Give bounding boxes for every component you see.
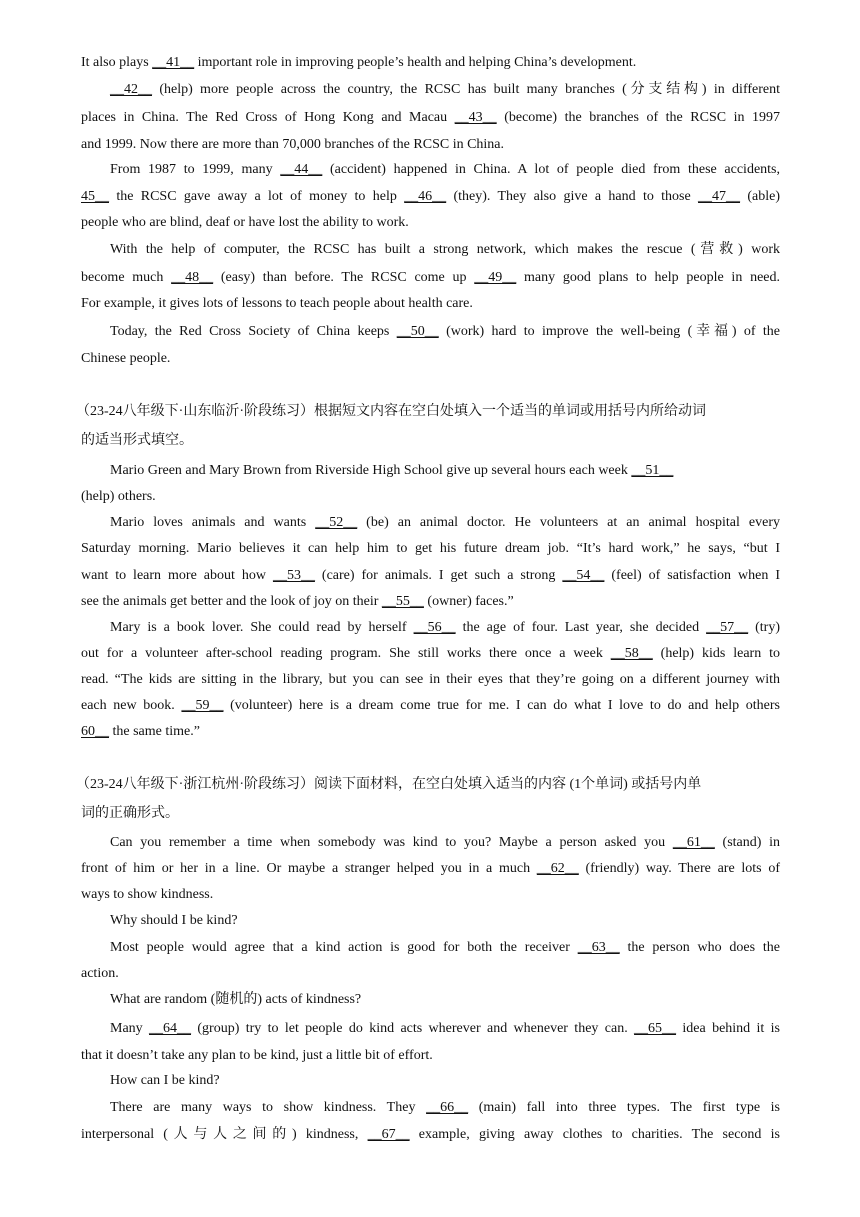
- text-run: (they). They also give a hand to those: [446, 189, 699, 204]
- passage1-line: [81, 135, 780, 155]
- answer-blank: __56__: [413, 620, 456, 635]
- passage2-line: [81, 644, 780, 664]
- text-run: (volunteer) here is a dream come true for me. I can do what I love to do and help others: [223, 698, 780, 713]
- passage2-line: [110, 618, 780, 638]
- passage3-line: [81, 859, 780, 879]
- passage3-line: [110, 1071, 780, 1091]
- text-run: read. “The kids are sitting in the library, but you can see in their eyes that they’re going on a different journey with: [81, 672, 780, 687]
- text-run: Mario Green and Mary Brown from Riverside High School give up several hours each week: [110, 463, 632, 478]
- passage1-line: [110, 160, 780, 180]
- answer-blank: __53__: [272, 568, 315, 583]
- text-run: How can I be kind?: [110, 1073, 220, 1088]
- text-run: out for a volunteer after-school reading program. She still works there once a week: [81, 646, 611, 661]
- passage2-line: [81, 566, 780, 586]
- text-run: (accident) happened in China. A lot of people died from these accidents,: [322, 162, 781, 177]
- answer-blank: __55__: [381, 594, 424, 609]
- text-run: Chinese people.: [81, 351, 171, 366]
- text-run: front of him or her in a line. Or maybe a stranger helped you in a much: [81, 861, 537, 876]
- answer-blank: 45__: [81, 189, 109, 204]
- answer-blank: __57__: [706, 620, 749, 635]
- passage2-line: [81, 539, 780, 559]
- text-run: the age of four. Last year, she decided: [455, 620, 707, 635]
- answer-blank: __58__: [610, 646, 653, 661]
- text-run: (be) an animal doctor. He volunteers at an animal hospital every: [357, 515, 780, 530]
- text-run: (work) hard to improve the well-being (幸福) of the: [438, 324, 780, 339]
- text-run: want to learn more about how: [81, 568, 273, 583]
- passage1-line: [81, 53, 780, 73]
- text-run: Saturday morning. Mario believes it can help him to get his future dream job. “It’s hard work,” he says, “but I: [81, 541, 780, 556]
- text-run: (stand) in: [714, 835, 781, 850]
- text-run: (owner) faces.”: [423, 594, 514, 609]
- answer-blank: __43__: [454, 110, 497, 125]
- text-run: and 1999. Now there are more than 70,000 branches of the RCSC in China.: [81, 137, 505, 152]
- text-run: (easy) than before. The RCSC come up: [213, 270, 475, 285]
- passage1-line: [81, 213, 780, 233]
- answer-blank: __62__: [536, 861, 579, 876]
- text-run: (friendly) way. There are lots of: [578, 861, 780, 876]
- answer-blank: __50__: [396, 324, 439, 339]
- text-run: example, giving away clothes to charities. The second is: [409, 1127, 780, 1142]
- passage3-line: [110, 990, 780, 1010]
- text-run: people who are blind, deaf or have lost the ability to work.: [81, 215, 409, 230]
- passage2-line: [81, 592, 780, 612]
- passage3-line: [110, 1098, 780, 1118]
- passage2-line: [110, 513, 780, 533]
- text-run: ways to show kindness.: [81, 887, 214, 902]
- passage3-line: [110, 911, 780, 931]
- passage1-line: [81, 108, 780, 128]
- text-run: For example, it gives lots of lessons to teach people about health care.: [81, 296, 473, 311]
- passage2-line: [81, 696, 780, 716]
- text-run: many good plans to help people in need.: [516, 270, 780, 285]
- text-run: Mary is a book lover. She could read by herself: [110, 620, 414, 635]
- text-run: (try): [748, 620, 780, 635]
- text-run: Today, the Red Cross Society of China keeps: [110, 324, 397, 339]
- text-run: Can you remember a time when somebody was kind to you? Maybe a person asked you: [110, 835, 673, 850]
- answer-blank: __46__: [404, 189, 447, 204]
- passage2-instruction-heading: （23-24八年级下·山东临沂·阶段练习）根据短文内容在空白处填入一个适当的单词或用括号内所给动词: [76, 404, 706, 419]
- passage2-line: [81, 487, 780, 507]
- passage3-line: [81, 1125, 780, 1145]
- answer-blank: __44__: [280, 162, 323, 177]
- answer-blank: __61__: [672, 835, 715, 850]
- text-run: (care) for animals. I get such a strong: [314, 568, 563, 583]
- text-run: become much: [81, 270, 172, 285]
- passage2-instruction-heading: 的适当形式填空。: [81, 433, 193, 448]
- text-run: interpersonal (人与人之间的) kindness,: [81, 1127, 368, 1142]
- passage2-line: [110, 461, 780, 481]
- passage1-line: [81, 187, 780, 207]
- answer-blank: __54__: [562, 568, 605, 583]
- text-run: important role in improving people’s health and helping China’s development.: [194, 55, 637, 70]
- passage3-instruction-heading: （23-24八年级下·浙江杭州·阶段练习）阅读下面材料，在空白处填入适当的内容 (1个单词) 或括号内单: [76, 777, 702, 792]
- text-run: Why should I be kind?: [110, 913, 238, 928]
- text-run: (help) kids learn to: [652, 646, 780, 661]
- passage2-line: [81, 722, 780, 742]
- text-run: (help) more people across the country, the RCSC has built many branches (分支结构) in different: [152, 82, 780, 97]
- text-run: What are random (随机的) acts of kindness?: [110, 992, 362, 1007]
- answer-blank: __64__: [149, 1021, 192, 1036]
- text-run: (group) try to let people do kind acts wherever and whenever they can.: [191, 1021, 635, 1036]
- text-run: each new book.: [81, 698, 182, 713]
- text-run: the person who does the: [619, 940, 781, 955]
- text-run: (able): [740, 189, 780, 204]
- passage3-line: [81, 1046, 780, 1066]
- text-run: places in China. The Red Cross of Hong Kong and Macau: [81, 110, 455, 125]
- passage2-line: [81, 670, 780, 690]
- passage3-line: [81, 885, 780, 905]
- passage3-line: [81, 964, 780, 984]
- answer-blank: __52__: [315, 515, 358, 530]
- answer-blank: __67__: [367, 1127, 410, 1142]
- answer-blank: __42__: [110, 82, 152, 97]
- passage1-line: [110, 80, 780, 100]
- passage1-line: [81, 294, 780, 314]
- answer-blank: __59__: [181, 698, 224, 713]
- text-run: There are many ways to show kindness. They: [110, 1100, 427, 1115]
- answer-blank: 60__: [81, 724, 109, 739]
- passage3-line: [110, 1019, 780, 1039]
- answer-blank: __63__: [577, 940, 620, 955]
- text-run: Most people would agree that a kind action is good for both the receiver: [110, 940, 578, 955]
- text-run: the same time.”: [109, 724, 200, 739]
- text-run: action.: [81, 966, 119, 981]
- text-run: idea behind it is: [676, 1021, 780, 1036]
- text-run: (main) fall into three types. The first type is: [468, 1100, 780, 1115]
- passage3-instruction-heading: 词的正确形式。: [81, 806, 179, 821]
- text-run: (feel) of satisfaction when I: [604, 568, 780, 583]
- passage1-line: [81, 268, 780, 288]
- answer-blank: __47__: [698, 189, 741, 204]
- text-run: the RCSC gave away a lot of money to help: [109, 189, 405, 204]
- passage1-line: [110, 322, 780, 342]
- text-run: Mario loves animals and wants: [110, 515, 316, 530]
- text-run: From 1987 to 1999, many: [110, 162, 281, 177]
- text-run: With the help of computer, the RCSC has built a strong network, which makes the rescue (营救) work: [110, 242, 780, 257]
- text-run: (become) the branches of the RCSC in 1997: [496, 110, 780, 125]
- passage1-line: [81, 349, 780, 369]
- passage3-line: [110, 938, 780, 958]
- answer-blank: __49__: [474, 270, 517, 285]
- answer-blank: __41__: [152, 55, 195, 70]
- answer-blank: __51__: [631, 463, 674, 478]
- text-run: see the animals get better and the look of joy on their: [81, 594, 382, 609]
- text-run: It also plays: [81, 55, 153, 70]
- passage1-line: [110, 240, 780, 260]
- text-run: that it doesn’t take any plan to be kind, just a little bit of effort.: [81, 1048, 433, 1063]
- answer-blank: __65__: [634, 1021, 677, 1036]
- text-run: Many: [110, 1021, 150, 1036]
- text-run: (help) others.: [81, 489, 156, 504]
- answer-blank: __66__: [426, 1100, 469, 1115]
- passage3-line: [110, 833, 780, 853]
- answer-blank: __48__: [171, 270, 214, 285]
